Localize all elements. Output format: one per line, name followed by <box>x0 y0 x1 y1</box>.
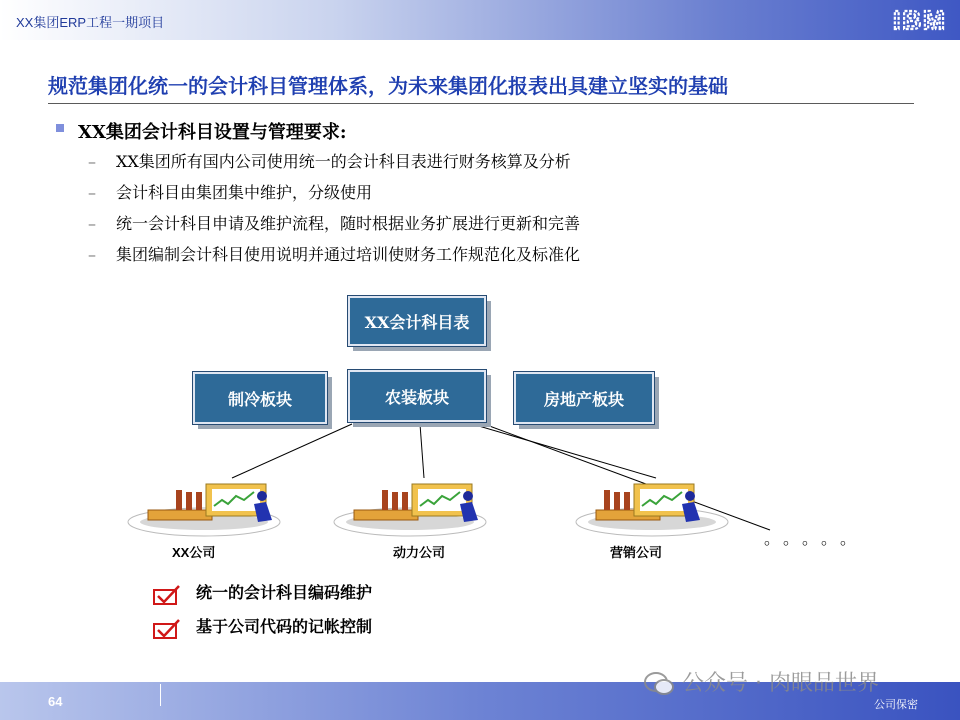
dash-icon: – <box>88 152 96 171</box>
wechat-icon <box>644 671 674 697</box>
dash-icon: – <box>88 183 96 202</box>
company-label: 营销公司 <box>610 545 663 560</box>
sector-box-agricultural: 农装板块 <box>348 370 486 422</box>
svg-text:IBM: IBM <box>893 6 947 34</box>
section-heading: XX集团会计科目设置与管理要求: <box>78 122 347 143</box>
page-title: 规范集团化统一的会计科目管理体系，为未来集团化报表出具建立坚实的基础 <box>48 76 728 98</box>
sector-box-real-estate: 房地产板块 <box>514 372 654 424</box>
watermark: 公众号 · 肉眼品世界 <box>644 666 879 697</box>
checklist-item: 统一的会计科目编码维护 <box>196 585 373 602</box>
list-item: – XX集团所有国内公司使用统一的会计科目表进行财务核算及分析 <box>88 150 580 181</box>
company-label: XX公司 <box>172 545 216 560</box>
dash-icon: – <box>88 245 96 264</box>
factory-icon <box>574 480 734 540</box>
project-name: XX集团ERP工程一期项目 <box>16 15 165 30</box>
factory-icon <box>332 480 492 540</box>
more-companies-ellipsis: 。。。。。 <box>764 529 868 548</box>
chart-of-accounts-box: XX会计科目表 <box>348 296 486 346</box>
page-number: 64 <box>48 694 63 709</box>
confidential-label: 公司保密 <box>874 699 918 711</box>
checkmark-icon <box>153 584 181 606</box>
company-label: 动力公司 <box>393 545 446 560</box>
factory-icon <box>126 480 286 540</box>
list-item: – 集团编制会计科目使用说明并通过培训使财务工作规范化及标准化 <box>88 243 580 274</box>
dash-icon: – <box>88 214 96 233</box>
list-item: – 会计科目由集团集中维护，分级使用 <box>88 181 580 212</box>
checklist-item: 基于公司代码的记帐控制 <box>196 619 373 636</box>
footer-divider <box>160 684 161 706</box>
sector-box-refrigeration: 制冷板块 <box>193 372 327 424</box>
checkmark-icon <box>153 618 181 640</box>
list-item: – 统一会计科目申请及维护流程，随时根据业务扩展进行更新和完善 <box>88 212 580 243</box>
